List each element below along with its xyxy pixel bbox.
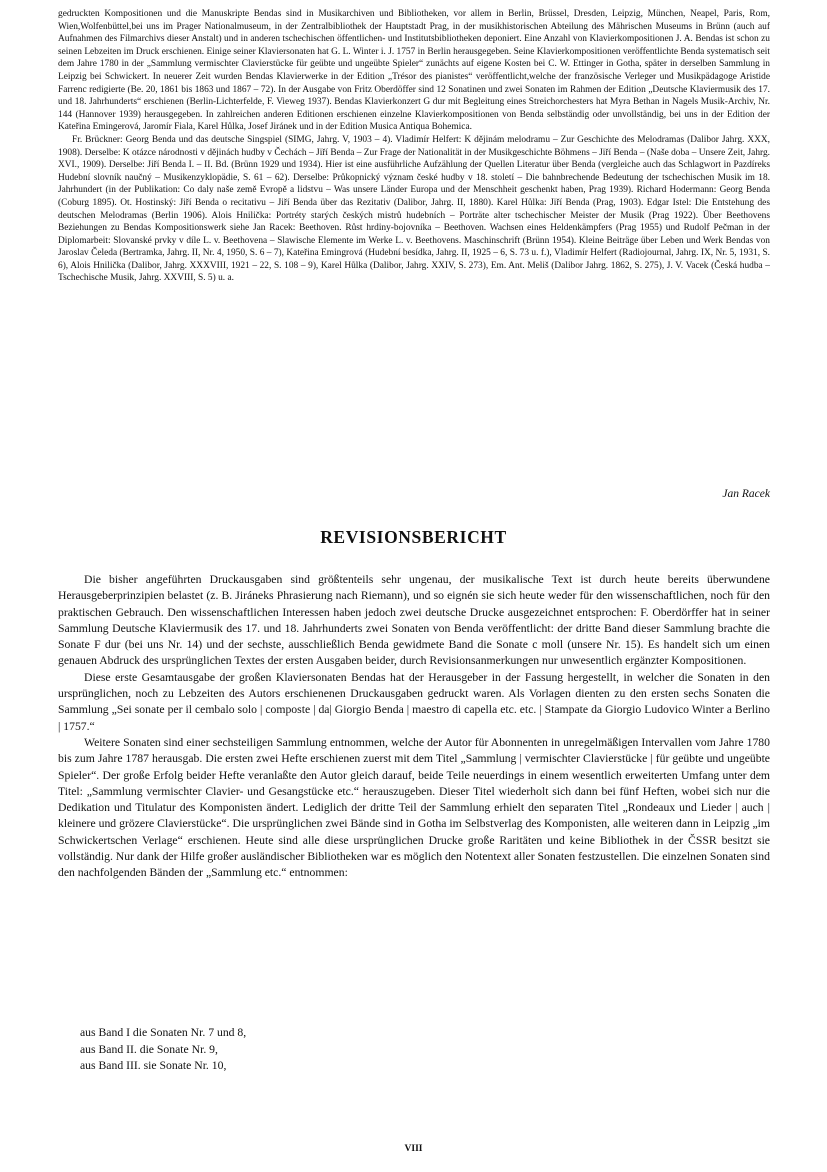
body-paragraph-3: Weitere Sonaten sind einer sechsteiligen Sammlung entnommen, welche der Autor für Abonnenten in unregelmäßigen Intervallen vom Jahre 1780 bis zum Jahre 1787 herausgab. Die ersten zwei Hefte erschienen zuerst mit dem Titel „Sammlung | vermischter Clavierstücke | für geübte und ungeübte Spieler“. Der große Erfolg beider Hefte veranlaßte den Autor gleich darauf, beide Teile neuerdings in einem wesentlich erweiterten Umfang unter dem Titel: „Sammlung vermischter Clavier- und Gesangstücke etc.“ herauszugeben. Dieser Titel wiederholt sich dann bei fünf Heften, wobei sich nur die Dedikation und Titulatur des Komponisten ändert. Lediglich der dritte Teil der Sammlung erhielt den separaten Titel „Rondeaux und Lieder | auch | kleinere und grözere Clavierstücke“. Die ursprünglichen zwei Bände sind in Gotha im Selbstverlag des Komponisten, alle weiteren dann in Leipzig „im Schwickertschen Verlage“ erschienen. Heute sind alle diese ursprünglichen Drucke große Raritäten und keine Bibliothek in der ČSSR besitzt sie vollständig. Nur dank der Hilfe großer ausländischer Bibliotheken war es möglich den Notentext aller Sonaten festzustellen. Die einzelnen Sonaten sind den nachfolgenden Bänden der „Sammlung etc.“ entnommen: — [58, 735, 770, 880]
section-title: REVISIONSBERICHT — [320, 527, 507, 547]
author-signature: Jan Racek — [722, 488, 770, 500]
page-number: VIII — [404, 1144, 423, 1154]
list-item: aus Band III. sie Sonate Nr. 10, — [80, 1059, 227, 1072]
revision-report-body — [58, 572, 770, 882]
list-item: aus Band I die Sonaten Nr. 7 und 8, — [80, 1026, 247, 1039]
body-paragraph-1: Die bisher angeführten Druckausgaben sind größtenteils sehr ungenau, der musikalische Text ist durch heute bereits überwundene Herausgeberprinzipien belastet (z. B. Jiráneks Phrasierung nach Riemann), und so eignén sie sich heute weder für den wissenschaftlichen, noch für den praktischen Gebrauch. Den wissenschaftlichen Interessen haben jedoch zwei deutsche Drucke ausgezeichnet entsprochen: F. Oberdörffer hat in seiner Sammlung Deutsche Klaviermusik des 17. und 18. Jahrhunderts zwei Sonaten von Benda veröffentlicht: der dritte Band dieser Sammlung brachte die Sonate F dur (bei uns Nr. 14) und der sechste, ausschließlich Benda gewidmete Band die Sonate c moll (unsere Nr. 15). Es handelt sich um einen genauen Abdruck des ursprünglichen Textes der ersten Ausgaben beider, durch Revisionsanmerkungen nur unwesentlich ergänzter Kompositionen. — [58, 573, 770, 668]
volume-list — [80, 1025, 480, 1075]
continuation-paragraph-literature: Fr. Brückner: Georg Benda und das deutsche Singspiel (SIMG, Jahrg. V, 1903 – 4). Vladimír Helfert: K dějinám melodramu – Zur Geschichte des Melodramas (Dalibor Jahrg. XXX, 1908). Derselbe: K otázce národnosti v dějinách hudby v Čechách – Jiří Benda – Zur Frage der Nationalität in der Musikgeschichte Böhmens – Jiří Benda – (Naše doba – Unsere Zeit, Jahrg. XVI., 1909). Derselbe: Jiří Benda I. – II. Bd. (Brünn 1929 und 1934). Hier ist eine ausführliche Aufzählung der Quellen Literatur über Benda (vergleiche auch das Schlagwort in Pazdíreks Hudební slovník naučný – Musikenzyklopädie, S. 61 – 62). Derselbe: Průkopnický význam české hudby v 18. století – Die bahnbrechende Bedeutung der tschechischen Musik im 18. Jahrhundert (in der Publikation: Co daly naše země Evropě a lidstvu – Was unsere Länder Europa und der Menschheit geschenkt haben, Prag 1939). Richard Hodermann: Georg Benda (Coburg 1895). Ot. Hostinský: Jiří Benda o recitativu – Jiří Benda über das Rezitativ (Dalibor, Jahrg. II, 1880). Karel Hůlka: Jiří Benda (Prag, 1903). Edgar Istel: Die Entstehung des deutschen Melodramas (Berlin 1906). Alois Hnilička: Portréty starých českých mistrů hudebních – Porträte alter tschechischer Meister der Musik (Prag 1922). Über Beethovens Beziehungen zu Bendas Kompositionswerk siehe Jan Racek: Beethoven. Růst hrdiny-bojovníka – Beethoven. Wachsen eines Heldenkämpfers (Prag 1955) und Rudolf Pečman in der Diplomarbeit: Slovanské prvky v díle L. v. Beethovena – Slawische Elemente im Werke L. v. Beethovens. Maschinschrift (Brünn 1954). Kleine Beiträge über Leben und Werk Bendas von Jaroslav Čeleda (Bertramka, Jahrg. II, Nr. 4, 1950, S. 6 – 7), Kateřina Emingrová (Hudební besídka, Jahrg. II, 1925 – 6, S. 73 u. f.), Vladimír Helfert (Radiojournal, Jahrg. IX, Nr. 5, 1931, S. 6), Alois Hnilička (Dalibor, Jahrg. XXXVIII, 1921 – 22, S. 108 – 9), Karel Hůlka (Dalibor, Jahrg. XXIV, S. 273), Em. Ant. Meliš (Dalibor Jahrg. 1862, S. 275), J. V. Vacek (Česká hudba – Tschechische Musik, Jahrg. XXVIII, S. 5) u. a. — [58, 134, 770, 284]
continuation-paragraph-editions: gedruckten Kompositionen und die Manuskripte Bendas sind in Musikarchiven und Bibliotheken, vor allem in Berlin, Brüssel, Dresden, Leipzig, München, Neapel, Paris, Rom, Wien,Wolfenbüttel,bei uns im Prager Nationalmuseum, in der Zentralbibliothek der Hauptstadt Prag, in der musikhistorischen Abteilung des Mährischen Museums in Brünn (auch auf Aufnahmen des Filmarchivs dieser Anstalt) und in anderen tschechischen öffentlichen- und Institutsbibliotheken deponiert. Eine Anzahl von Klavierkompositionen J. A. Bendas ist schon zu seinen Lebzeiten im Druck erschienen. Einige seiner Klaviersonaten hat G. L. Winter i. J. 1757 in Berlin herausgegeben. Seine Klavierkompositionen veröffentlichte Benda systematisch seit dem Jahre 1780 in der „Sammlung vermischter Clavierstücke für geübte und ungeübte Spieler“ zunächts auf eigene Kosten bei C. W. Ettinger in Gotha, später in derselben Sammlung in Leipzig bei Schwickert. In neuerer Zeit wurden Bendas Klavierwerke in der Edition „Trésor des pianistes“ veröffentlicht,welche der französische Verleger und Musikpädagoge Aristide Farrenc redigierte (Be. 20, 1861 bis 1863 und 1867 – 72). In der Ausgabe von Fritz Oberdöffer sind 12 Sonatinen und zwei Sonaten im Rahmen der Edition „Deutsche Klaviermusik des 17. und 18. Jahrhunderts“ erschienen (Berlin-Lichterfelde, F. Vieweg 1937). Bendas Klavierkonzert G dur mit Begleitung eines Streichorchesters hat Myra Bethan in Nagels Musik-Archiv, Nr. 144 (Hannover 1939) herausgegeben. In zahlreichen anderen Editionen erschienen einzelne Klavierkompositionen von Benda selbständig oder unvollständig, bei uns in der Edition der Kateřina Emingerová, Jaromír Fiala, Karel Hůlka, Josef Jiránek und in der Edition Musica Antiqua Bohemica. — [58, 9, 770, 133]
body-paragraph-2: Diese erste Gesamtausgabe der großen Klaviersonaten Bendas hat der Herausgeber in der Fassung hergestellt, in welcher die Sonaten in den ursprünglichen, noch zu Lebzeiten des Autors erschienenen Druckausgaben gedruckt waren. Als Vorlagen dienten zu den ersten sechs Sonaten die Sammlung „Sei sonate per il cembalo solo | composte | da| Giorgio Benda | maestro di capella etc. etc. | Stampate da Giorgio Ludovico Winter a Berlino | 1757.“ — [58, 670, 770, 733]
list-item: aus Band II. die Sonate Nr. 9, — [80, 1042, 218, 1056]
continuation-text — [58, 8, 770, 285]
